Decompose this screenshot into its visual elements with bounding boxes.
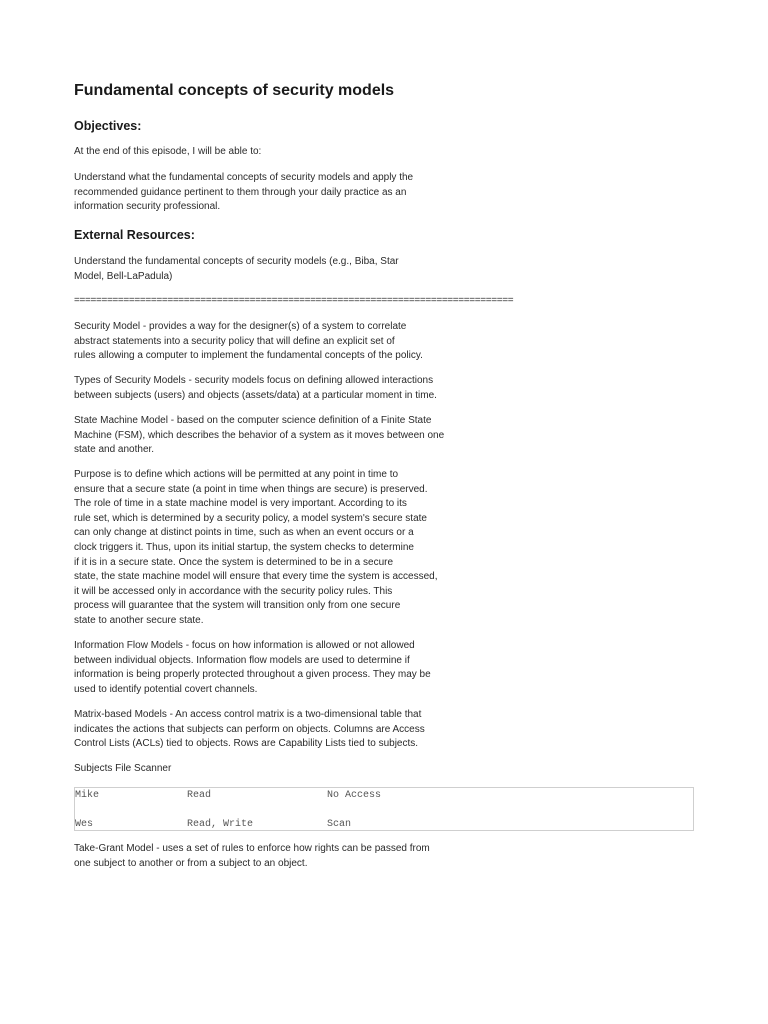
text-line: information is being properly protected throughout a given process. They may be xyxy=(74,669,431,681)
text-line: abstract statements into a security policy that will define an explicit set of xyxy=(74,335,395,347)
objectives-heading: Objectives: xyxy=(74,119,142,133)
security-model-paragraph xyxy=(74,320,423,364)
external-resources-paragraph xyxy=(74,255,399,284)
take-grant-paragraph xyxy=(74,842,430,871)
matrix-row xyxy=(75,790,693,802)
objectives-intro xyxy=(74,145,261,160)
text-line: indicates the actions that subjects can perform on objects. Columns are Access xyxy=(74,723,425,735)
state-machine-paragraph xyxy=(74,414,444,458)
text-line: process will guarantee that the system will transition only from one secure xyxy=(74,600,401,612)
text-line: it will be accessed only in accordance with the security policy rules. This xyxy=(74,585,393,597)
text-line: Machine (FSM), which describes the behavior of a system as it moves between one xyxy=(74,429,445,441)
text-line: The role of time in a state machine model is very important. According to its xyxy=(74,498,407,510)
text-line: used to identify potential covert channels. xyxy=(74,683,258,695)
separator-line: ================================================================================ xyxy=(74,295,514,306)
matrix-subject-cell: Wes xyxy=(75,819,94,830)
text-line: clock triggers it. Thus, upon its initial startup, the system checks to determine xyxy=(74,541,414,553)
text-line: information security professional. xyxy=(74,201,221,213)
text-line: between individual objects. Information flow models are used to determine if xyxy=(74,654,410,666)
matrix-right-cell: No Access xyxy=(327,790,382,801)
matrix-right-cell: Read xyxy=(187,790,212,801)
matrix-subject-cell: Mike xyxy=(75,790,100,801)
page-title: Fundamental concepts of security models xyxy=(74,82,395,99)
objectives-paragraph xyxy=(74,171,413,215)
text-line: state and another. xyxy=(74,444,155,456)
matrix-right-cell: Read, Write xyxy=(187,819,254,830)
subjects-caption xyxy=(74,762,171,777)
matrix-paragraph xyxy=(74,708,425,752)
text-line: Information Flow Models - focus on how information is allowed or not allowed xyxy=(74,640,415,651)
text-line: Understand the fundamental concepts of security models (e.g., Biba, Star xyxy=(74,256,399,267)
text-line: Security Model - provides a way for the designer(s) of a system to correlate xyxy=(74,321,407,332)
text-line: can only change at distinct points in time, such as when an event occurs or a xyxy=(74,527,414,539)
text-line: state to another secure state. xyxy=(74,614,204,626)
text-line: Matrix-based Models - An access control matrix is a two-dimensional table that xyxy=(74,709,422,720)
text-line: if it is in a secure state. Once the system is determined to be in a secure xyxy=(74,556,394,568)
text-line: state, the state machine model will ensure that every time the system is accessed, xyxy=(74,571,438,583)
text-line: Take-Grant Model - uses a set of rules to enforce how rights can be passed from xyxy=(74,843,430,854)
text-line: Control Lists (ACLs) tied to objects. Rows are Capability Lists tied to subjects. xyxy=(74,738,419,750)
text-line: between subjects (users) and objects (assets/data) at a particular moment in time. xyxy=(74,389,437,401)
matrix-row xyxy=(75,819,693,831)
external-resources-heading: External Resources: xyxy=(74,228,195,242)
text-line: At the end of this episode, I will be able to: xyxy=(74,146,262,157)
text-line: rules allowing a computer to implement the fundamental concepts of the policy. xyxy=(74,350,423,362)
text-line: Purpose is to define which actions will be permitted at any point in time to xyxy=(74,469,399,480)
text-line: Model, Bell-LaPadula) xyxy=(74,270,173,282)
access-matrix-code-block xyxy=(74,787,694,831)
text-line: recommended guidance pertinent to them through your daily practice as an xyxy=(74,186,407,198)
text-line: Types of Security Models - security models focus on defining allowed interactions xyxy=(74,375,434,386)
types-paragraph xyxy=(74,374,437,403)
information-flow-paragraph xyxy=(74,639,431,697)
purpose-paragraph xyxy=(74,468,438,629)
text-line: State Machine Model - based on the computer science definition of a Finite State xyxy=(74,415,432,426)
matrix-right-cell: Scan xyxy=(327,819,352,830)
text-line: one subject to another or from a subject to an object. xyxy=(74,857,308,869)
text-line: ensure that a secure state (a point in time when things are secure) is preserved. xyxy=(74,483,428,495)
text-line: Understand what the fundamental concepts of security models and apply the xyxy=(74,172,414,183)
text-line: Subjects File Scanner xyxy=(74,763,172,774)
text-line: rule set, which is determined by a security policy, a model system's secure state xyxy=(74,512,427,524)
